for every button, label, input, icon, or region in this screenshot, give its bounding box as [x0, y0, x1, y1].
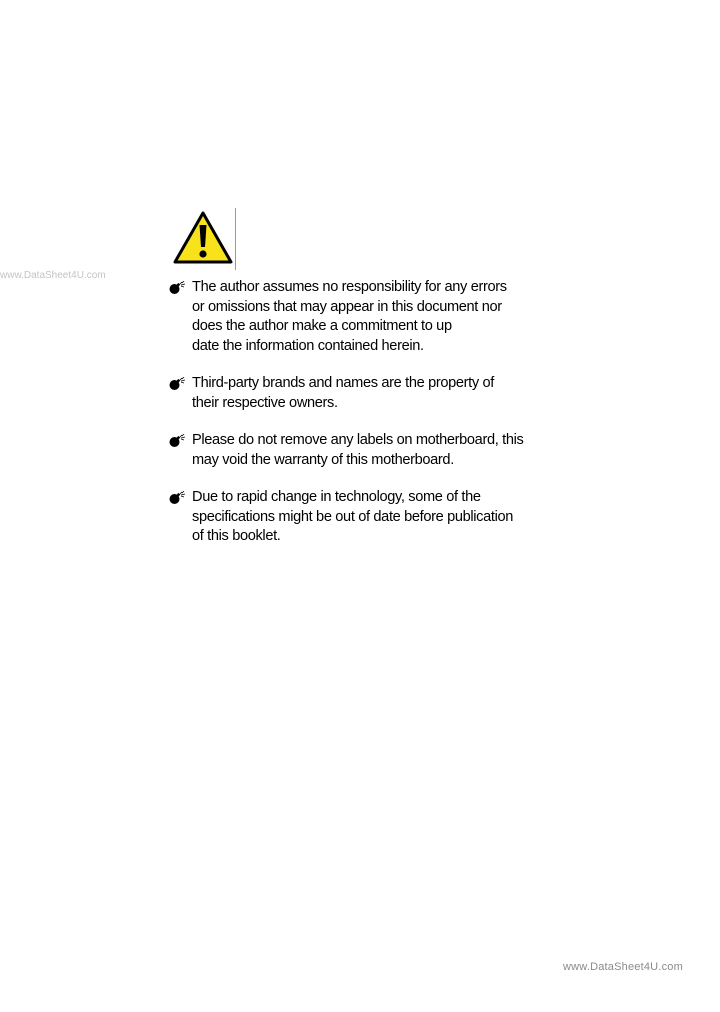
note-line: their respective owners.: [192, 394, 338, 411]
note-item: [168, 278, 568, 356]
note-item: [168, 374, 568, 413]
note-line: or omissions that may appear in this document nor: [192, 298, 502, 315]
note-line: of this booklet.: [192, 528, 281, 544]
notes-list: [168, 278, 568, 547]
warning-divider: [235, 208, 236, 270]
note-line: Third-party brands and names are the property of: [192, 375, 494, 391]
note-line: does the author make a commitment to up: [192, 318, 452, 334]
note-line: specifications might be out of date before publication: [192, 508, 514, 525]
watermark-bottom: www.DataSheet4U.com: [563, 961, 683, 973]
watermark-top: www.DataSheet4U.com: [0, 270, 106, 281]
bomb-icon: [168, 281, 190, 295]
bomb-icon: [168, 491, 190, 505]
note-line: The author assumes no responsibility for any errors: [192, 279, 507, 295]
bomb-icon: [168, 377, 190, 391]
bomb-icon: [168, 434, 190, 448]
note-line: may void the warranty of this motherboard.: [192, 451, 454, 468]
note-line: Due to rapid change in technology, some of the: [192, 489, 481, 505]
note-line: Please do not remove any labels on motherboard, this: [192, 432, 524, 448]
warning-triangle-icon: [172, 210, 234, 266]
note-item: [168, 431, 568, 470]
note-item: [168, 488, 568, 547]
note-line: date the information contained herein.: [192, 337, 424, 354]
warning-block: [172, 208, 242, 270]
